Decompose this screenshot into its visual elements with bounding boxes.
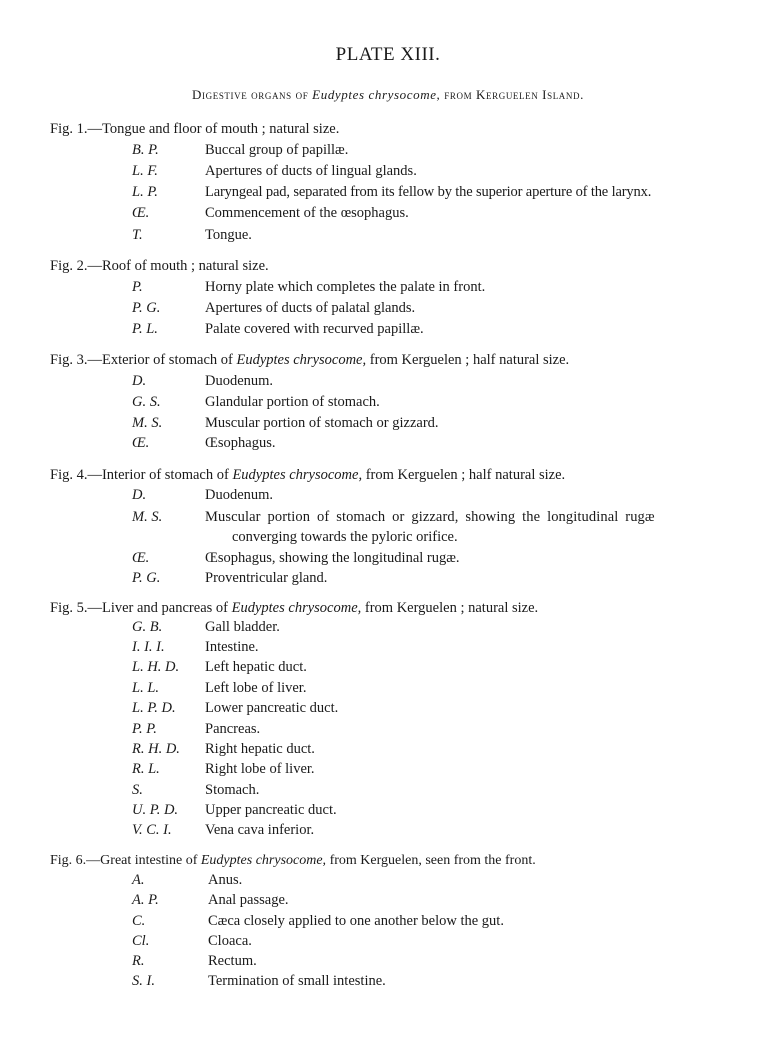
fig-6-entry (0, 890, 776, 910)
heading-suffix: from Kerguelen ; half natural size. (366, 352, 570, 368)
entry-abbr: P. G. (132, 300, 161, 316)
entry-abbr: I. I. I. (132, 639, 165, 655)
entry-desc: Horny plate which completes the palate in front. (205, 279, 486, 295)
entry-abbr: L. P. (132, 184, 158, 200)
fig-5-entry (0, 719, 776, 739)
entry-abbr: R. L. (132, 761, 160, 777)
heading-prefix: Fig. 6.—Great intestine of (50, 853, 201, 868)
fig-5-entry (0, 698, 776, 718)
fig-5-entry (0, 657, 776, 677)
heading-suffix: from Kerguelen ; half natural size. (362, 467, 566, 483)
entry-desc: Apertures of ducts of palatal glands. (205, 300, 416, 316)
fig-1-entry (0, 203, 776, 223)
entry-abbr: P. P. (132, 721, 157, 737)
fig-5-entry (0, 678, 776, 698)
fig-6-entry (0, 870, 776, 890)
entry-desc: Intestine. (205, 639, 259, 655)
entry-abbr: T. (132, 227, 143, 243)
entry-desc: Muscular portion of stomach or gizzard, showing the longitudinal rugæ (205, 509, 655, 525)
fig-1-entry (0, 182, 776, 202)
entry-desc: Vena cava inferior. (205, 822, 315, 838)
entry-abbr: D. (132, 373, 147, 389)
heading-prefix: Fig. 3.—Exterior of stomach of (50, 352, 237, 368)
entry-desc: Stomach. (205, 782, 260, 798)
entry-abbr: S. I. (132, 973, 155, 989)
entry-abbr: L. F. (132, 163, 158, 179)
entry-desc: Right hepatic duct. (205, 741, 315, 757)
entry-abbr: Cl. (132, 933, 150, 949)
entry-abbr: L. H. D. (132, 659, 180, 675)
fig-3-entry (0, 413, 776, 433)
entry-desc: Gall bladder. (205, 619, 280, 635)
entry-desc: Right lobe of liver. (205, 761, 315, 777)
fig-4-heading (50, 465, 750, 485)
entry-desc: Tongue. (205, 227, 252, 243)
entry-desc: Duodenum. (205, 373, 274, 389)
entry-desc: Muscular portion of stomach or gizzard. (205, 415, 439, 431)
entry-abbr: D. (132, 487, 147, 503)
entry-abbr: A. P. (132, 892, 159, 908)
heading-suffix: from Kerguelen, seen from the front. (326, 853, 536, 868)
entry-desc-continuation: converging towards the pyloric orifice. (232, 529, 458, 545)
fig-1-entry (0, 225, 776, 245)
fig-6-entry (0, 971, 776, 991)
fig-6-entry (0, 911, 776, 931)
entry-abbr: V. C. I. (132, 822, 172, 838)
fig-4-entry (0, 568, 776, 588)
fig-2-heading: Fig. 2.—Roof of mouth ; natural size. (50, 258, 269, 274)
plate-title: PLATE XIII. (335, 44, 441, 65)
fig-6-entry (0, 931, 776, 951)
entry-abbr: U. P. D. (132, 802, 179, 818)
fig-5-entry (0, 820, 776, 840)
entry-desc: Œsophagus. (205, 435, 276, 451)
fig-4-entry (0, 548, 776, 568)
entry-desc: Buccal group of papillæ. (205, 142, 349, 158)
heading-species: Eudyptes chrysocome, (231, 600, 362, 616)
entry-desc: Left lobe of liver. (205, 680, 307, 696)
entry-desc: Laryngeal pad, separated from its fellow by the superior aperture of the larynx. (205, 184, 652, 200)
heading-species: Eudyptes chrysocome, (200, 853, 327, 868)
entry-abbr: M. S. (132, 415, 163, 431)
entry-desc: Palate covered with recurved papillæ. (205, 321, 424, 337)
heading-species: Eudyptes chrysocome, (232, 467, 363, 483)
entry-abbr: Œ. (132, 435, 150, 451)
fig-5-entry (0, 637, 776, 657)
fig-5-entry (0, 780, 776, 800)
entry-desc: Anal passage. (208, 892, 289, 908)
fig-5-entry (0, 800, 776, 820)
fig-1-entry (0, 140, 776, 160)
entry-abbr: M. S. (132, 509, 163, 525)
heading-suffix: from Kerguelen ; natural size. (361, 600, 539, 616)
heading-prefix: Fig. 4.—Interior of stomach of (50, 467, 233, 483)
entry-desc: Rectum. (208, 953, 257, 969)
entry-abbr: L. L. (132, 680, 160, 696)
fig-3-entry (0, 371, 776, 391)
fig-5-entry (0, 759, 776, 779)
entry-desc: Anus. (208, 872, 243, 888)
heading-prefix: Fig. 5.—Liver and pancreas of (50, 600, 232, 616)
fig-1-entry (0, 161, 776, 181)
fig-5-entry (0, 739, 776, 759)
entry-abbr: A. (132, 872, 145, 888)
entry-abbr: Œ. (132, 205, 150, 221)
fig-1-heading: Fig. 1.—Tongue and floor of mouth ; natural size. (50, 121, 340, 137)
entry-desc: Pancreas. (205, 721, 261, 737)
plate-subtitle (0, 87, 776, 103)
entry-abbr: P. L. (132, 321, 158, 337)
entry-abbr: R. (132, 953, 145, 969)
heading-species: Eudyptes chrysocome, (236, 352, 367, 368)
entry-desc: Termination of small intestine. (208, 973, 386, 989)
entry-abbr: Œ. (132, 550, 150, 566)
entry-desc: Cæca closely applied to one another below the gut. (208, 913, 504, 929)
fig-5-heading (50, 598, 750, 618)
entry-desc: Œsophagus, showing the longitudinal rugæ. (205, 550, 460, 566)
entry-abbr: G. B. (132, 619, 163, 635)
fig-3-entry (0, 433, 776, 453)
fig-2-entry (0, 298, 776, 318)
subtitle-species: Eudyptes chrysocome, (312, 87, 441, 102)
fig-3-heading (50, 350, 750, 370)
entry-abbr: P. G. (132, 570, 161, 586)
fig-4-entry (0, 485, 776, 505)
entry-desc: Cloaca. (208, 933, 252, 949)
entry-abbr: B. P. (132, 142, 159, 158)
entry-abbr: G. S. (132, 394, 161, 410)
entry-desc: Lower pancreatic duct. (205, 700, 339, 716)
subtitle-prefix: Digestive organs of (192, 87, 313, 102)
entry-desc: Duodenum. (205, 487, 274, 503)
entry-desc: Glandular portion of stomach. (205, 394, 380, 410)
fig-2-entry (0, 277, 776, 297)
fig-2-entry (0, 319, 776, 339)
entry-abbr: R. H. D. (132, 741, 180, 757)
fig-4-entry (0, 507, 776, 527)
entry-abbr: L. P. D. (132, 700, 176, 716)
entry-desc: Upper pancreatic duct. (205, 802, 337, 818)
entry-abbr: C. (132, 913, 146, 929)
fig-6-entry (0, 951, 776, 971)
entry-desc: Commencement of the œsophagus. (205, 205, 409, 221)
subtitle-suffix: from Kerguelen Island. (440, 87, 584, 102)
entry-abbr: P. (132, 279, 143, 295)
fig-3-entry (0, 392, 776, 412)
fig-5-entry (0, 617, 776, 637)
fig-6-heading (50, 851, 750, 871)
entry-desc: Proventricular gland. (205, 570, 328, 586)
entry-abbr: S. (132, 782, 143, 798)
entry-desc: Apertures of ducts of lingual glands. (205, 163, 417, 179)
entry-desc: Left hepatic duct. (205, 659, 307, 675)
